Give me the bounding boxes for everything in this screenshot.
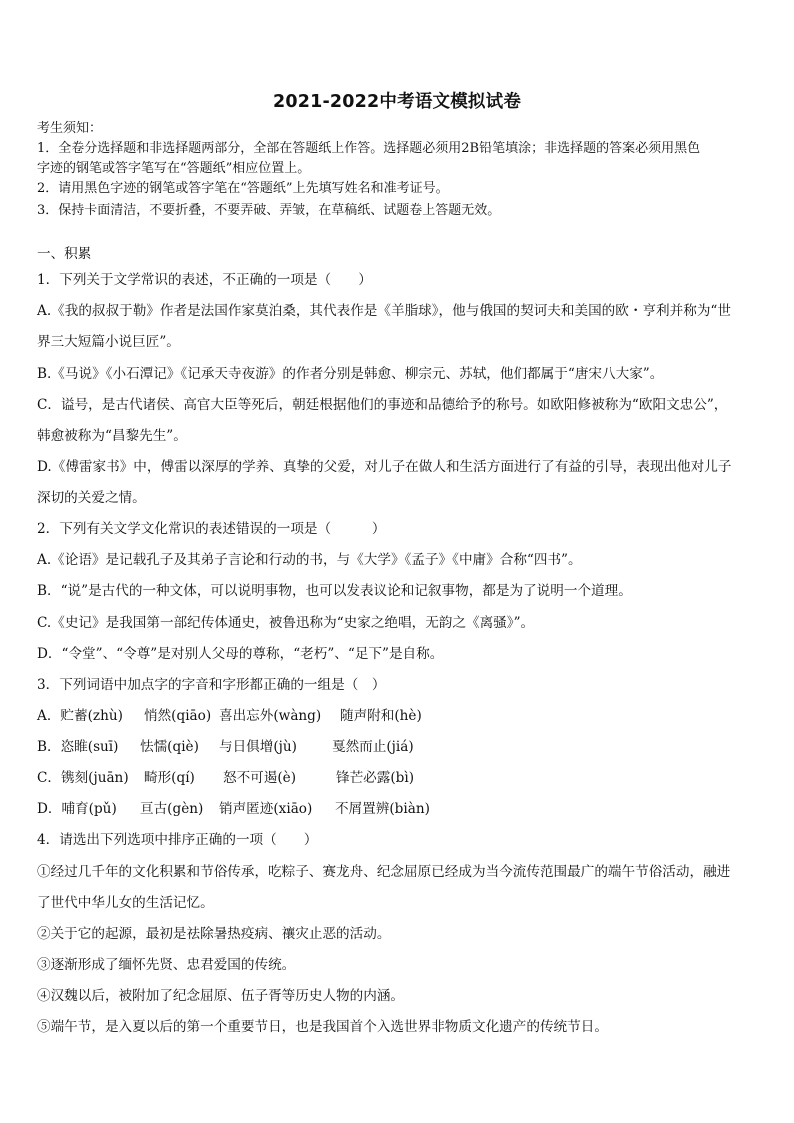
- word: A．贮蓄(zhù): [37, 708, 123, 724]
- sentence-4: ④汉魏以后，被附加了纪念屈原、伍子胥等历史人物的内涵。: [37, 988, 405, 1004]
- word: 与日俱增(jù): [219, 739, 297, 755]
- option-a: A.《我的叔叔于勒》作者是法国作家莫泊桑，其代表作是《羊脂球》，他与俄国的契诃夫和美国的欧・亨利并称为“世: [37, 303, 731, 319]
- option-d: D.《傅雷家书》中，傅雷以深厚的学养、真挚的父爱，对儿子在做人和生活方面进行了有益的引导，表现出他对儿子: [37, 459, 732, 475]
- sentence-2: ②关于它的起源，最初是祛除暑热疫病、禳灾止恶的活动。: [37, 926, 391, 942]
- word: 亘古(gèn): [140, 801, 204, 817]
- notice-heading: 考生须知：: [37, 121, 103, 136]
- word: 怒不可遏(è): [223, 770, 297, 786]
- sentence-1: ①经过几千年的文化积累和节俗传承，吃粽子、赛龙舟、纪念屈原已经成为当今流传范围最广的端午节俗活动，融进: [37, 864, 731, 880]
- option-c: C．谥号，是古代诸侯、高官大臣等死后，朝廷根据他们的事迹和品德给予的称号。如欧阳修被称为“欧阳文忠公”，: [37, 397, 728, 413]
- question-stem: 4．请选出下列选项中排序正确的一项（ ）: [37, 832, 318, 848]
- option-b: B.《马说》《小石潭记》《记承天寺夜游》的作者分别是韩愈、柳宗元、苏轼，他们都属于“唐宋八大家”。: [37, 366, 664, 382]
- notice-line: 3．保持卡面清洁，不要折叠，不要弄破、弄皱，在草稿纸、试题卷上答题无效。: [37, 203, 501, 218]
- word: C．镌刻(juān): [37, 770, 129, 786]
- option-a: A.《论语》是记载孔子及其弟子言论和行动的书，与《大学》《孟子》《中庸》合称“四书”。: [37, 552, 582, 568]
- page-title: 2021-2022中考语文模拟试卷: [272, 92, 522, 112]
- word: 锋芒必露(bì): [336, 770, 415, 786]
- option-d-cont: 深切的关爱之情。: [37, 490, 146, 506]
- question-stem: 3．下列词语中加点字的字音和字形都正确的一组是（ ）: [37, 677, 386, 693]
- sentence-5: ⑤端午节，是入夏以后的第一个重要节日，也是我国首个入选世界非物质文化遗产的传统节日。: [37, 1019, 608, 1035]
- word: 喜出忘外(wàng): [219, 708, 322, 724]
- option-a-cont: 界三大短篇小说巨匠”。: [37, 334, 180, 350]
- word: 怯懦(qiè): [140, 739, 199, 755]
- question-stem: 1．下列关于文学常识的表述，不正确的一项是（ ）: [37, 272, 372, 288]
- notice-line: 1．全卷分选择题和非选择题两部分，全部在答题纸上作答。选择题必须用2B铅笔填涂；非选择题的答案必须用黑色: [37, 141, 701, 156]
- sentence-3: ③逐渐形成了缅怀先贤、忠君爱国的传统。: [37, 957, 296, 973]
- section-heading: 一、积累: [37, 246, 92, 262]
- word: 销声匿迹(xiāo): [219, 801, 313, 817]
- sentence-1-cont: 了世代中华儿女的生活记忆。: [37, 895, 214, 911]
- notice-line: 字迹的钢笔或答字笔写在“答题纸”相应位置上。: [37, 161, 311, 176]
- option-c-cont: 韩愈被称为“昌黎先生”。: [37, 428, 187, 444]
- word: 戛然而止(jiá): [332, 739, 414, 755]
- word: 悄然(qiāo): [144, 708, 212, 724]
- option-b: B．“说”是古代的一种文体，可以说明事物，也可以发表议论和记叙事物，都是为了说明一个道理。: [37, 583, 632, 599]
- word: B．恣睢(suī): [37, 739, 119, 755]
- question-stem: 2．下列有关文学文化常识的表述错误的一项是（ ）: [37, 521, 386, 537]
- word: 不屑置辨(biàn): [335, 801, 430, 817]
- word: 随声附和(hè): [340, 708, 422, 724]
- option-d: D．“令堂”、“令尊”是对别人父母的尊称，“老朽”、“足下”是自称。: [37, 646, 444, 662]
- option-c: C.《史记》是我国第一部纪传体通史，被鲁迅称为“史家之绝唱，无韵之《离骚》”。: [37, 615, 535, 631]
- word: 畸形(qí): [144, 770, 195, 786]
- notice-line: 2．请用黑色字迹的钢笔或答字笔在“答题纸”上先填写姓名和准考证号。: [37, 181, 449, 196]
- word: D．哺育(pǔ): [37, 801, 117, 817]
